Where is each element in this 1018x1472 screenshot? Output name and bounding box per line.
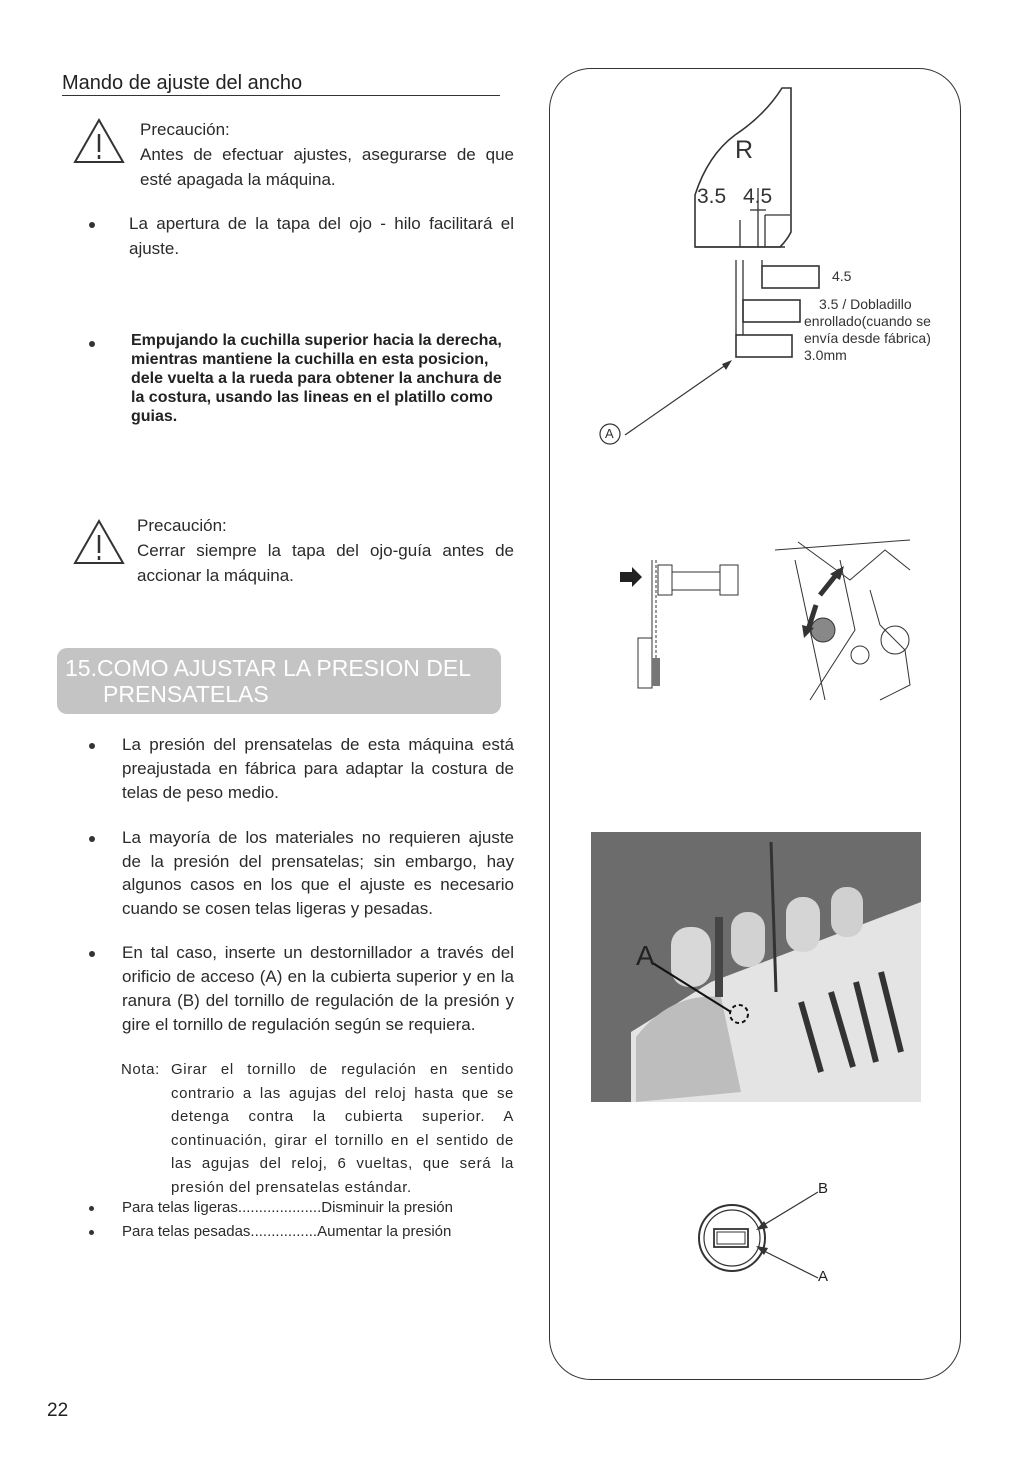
bullet-text: La apertura de la tapa del ojo - hilo facilitará el ajuste.	[129, 214, 514, 258]
bullet-text: La mayoría de los materiales no requieren ajuste de la presión del prensatelas; sin embargo, hay algunos casos en los que el ajuste es necesario cuando se cosen telas ligeras y pesadas.	[122, 828, 514, 918]
chapter-heading	[57, 648, 501, 714]
label-b: B	[818, 1180, 829, 1197]
chapter-heading-line1: 15.COMO AJUSTAR LA PRESION DEL	[65, 655, 472, 681]
bullet-text: En tal caso, inserte un destornillador a través del orificio de acceso (A) en la cubierta superior y en la ranura (B) del tornillo de regulación de la presión y gire el tornillo de regulación según se requiera.	[122, 943, 514, 1034]
section-title: Mando de ajuste del ancho	[62, 72, 500, 96]
bullet-dot	[89, 1206, 94, 1211]
pressure-label: Para telas pesadas	[122, 1223, 251, 1240]
warning-triangle-icon	[72, 117, 126, 165]
dial-r-label: R	[735, 136, 754, 164]
width-label-35-cont: enrollado(cuando se	[804, 313, 931, 329]
note-text: Girar el tornillo de regulación en sentido contrario a las agujas del reloj hasta que se detenga contra la cubierta superior. A continuación, girar el tornillo en el sentido de las agujas del reloj, 6 vueltas, que será la presión del prensatelas estándar.	[171, 1061, 514, 1196]
pressure-label: Para telas ligeras	[122, 1199, 238, 1216]
bullet-text: La presión del prensatelas de esta máquina está preajustada en fábrica para adaptar la costura de telas de peso medio.	[122, 735, 514, 802]
dial-left-value: 3.5	[697, 185, 727, 208]
bullet-dot	[89, 1230, 94, 1235]
caution-heading: Precaución:	[140, 120, 230, 139]
width-label-35-cont: envía desde fábrica)	[804, 330, 931, 346]
label-a: A	[818, 1268, 829, 1285]
dial-right-value: 4.5	[743, 185, 773, 208]
bullet-dot	[89, 743, 95, 749]
width-dial-diagram	[590, 80, 960, 460]
caution-heading: Precaución:	[137, 516, 227, 535]
photo-marker-a: A	[636, 940, 655, 971]
marker-a: A	[605, 426, 614, 441]
bullet-dot	[89, 836, 95, 842]
note-label: Nota:	[121, 1061, 160, 1078]
pressure-row-heavy	[122, 1220, 514, 1244]
upper-knife-diagram	[610, 530, 930, 705]
warning-triangle-icon	[72, 518, 126, 566]
caution-text: Antes de efectuar ajustes, asegurarse de que esté apagada la máquina.	[140, 145, 514, 189]
chapter-heading-line2: PRENSATELAS	[103, 681, 269, 707]
caution-text: Cerrar siempre la tapa del ojo-guía antes de accionar la máquina.	[137, 541, 514, 585]
pressure-value: Disminuir la presión	[321, 1199, 453, 1216]
width-label-30: 3.0mm	[804, 347, 847, 363]
page-number: 22	[47, 1400, 69, 1421]
pressure-row-light	[122, 1196, 514, 1220]
width-label-45: 4.5	[832, 268, 852, 284]
leader-dots: ....................	[237, 1199, 322, 1216]
width-label-35: 3.5 / Dobladillo	[819, 296, 912, 312]
leader-dots: ................	[250, 1223, 318, 1240]
pressure-value: Aumentar la presión	[317, 1223, 452, 1240]
bullet-dot	[89, 951, 95, 957]
bullet-text-bold: Empujando la cuchilla superior hacia la derecha, mientras mantiene la cuchilla en esta posicion, dele vuelta a la rueda para obtener la anchura de la costura, usando las lineas en el platillo como guias.	[131, 332, 502, 425]
bullet-dot	[89, 341, 95, 347]
bullet-dot	[89, 222, 95, 228]
